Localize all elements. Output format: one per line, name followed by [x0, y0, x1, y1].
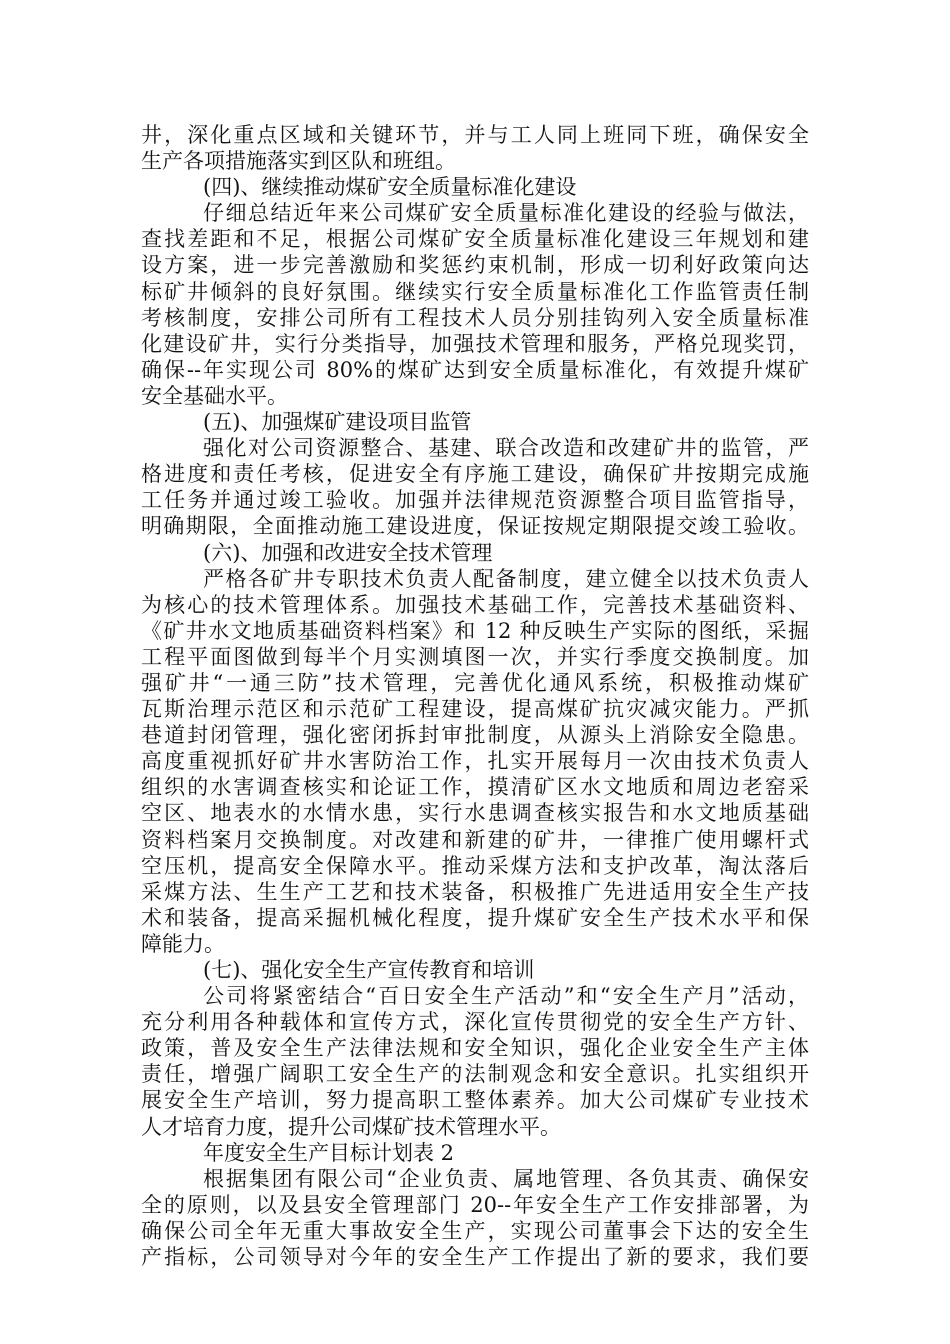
- text-line: 资料档案月交换制度。对改建和新建的矿井，一律推广使用螺杆式: [141, 827, 809, 852]
- text-line: 考核制度，安排公司所有工程技术人员分别挂钩列入安全质量标准: [141, 305, 809, 330]
- text-line: 安全基础水平。: [141, 383, 288, 408]
- text-line: (四)、继续推动煤矿安全质量标准化建设: [203, 175, 577, 200]
- text-line: 高度重视抓好矿井水害防治工作，扎实开展每月一次由技术负责人: [141, 749, 809, 774]
- text-line: 严格各矿井专职技术负责人配备制度，建立健全以技术负责人: [203, 566, 809, 591]
- text-line: 仔细总结近年来公司煤矿安全质量标准化建设的经验与做法，: [203, 201, 809, 226]
- text-line: 强矿井“一通三防”技术管理，完善优化通风系统，积极推动煤矿: [141, 670, 809, 695]
- text-line: 充分利用各种载体和宣传方式，深化宣传贯彻党的安全生产方针、: [141, 1010, 809, 1035]
- text-line: 采煤方法、生生产工艺和技术装备，积极推广先进适用安全生产技: [141, 879, 809, 904]
- text-line: 政策，普及安全生产法律法规和安全知识，强化企业安全生产主体: [141, 1036, 809, 1061]
- text-line: (七)、强化安全生产宣传教育和培训: [203, 958, 535, 982]
- text-line: 巷道封闭管理，强化密闭拆封审批制度，从源头上消除安全隐患。: [141, 723, 809, 748]
- text-line: 《矿井水文地质基础资料档案》和 12 种反映生产实际的图纸，采掘: [141, 618, 809, 643]
- text-line: 工任务并通过竣工验收。加强并法律规范资源整合项目监管指导，: [141, 488, 809, 513]
- text-line: 组织的水害调查核实和论证工作，摸清矿区水文地质和周边老窑采: [141, 775, 809, 800]
- text-line: 空区、地表水的水情水患，实行水患调查核实报告和水文地质基础: [141, 801, 809, 826]
- text-line: 障能力。: [141, 931, 225, 956]
- text-line: 格进度和责任考核，促进安全有序施工建设，确保矿井按期完成施: [141, 462, 809, 487]
- text-line: 年度安全生产目标计划表 2: [203, 1140, 455, 1165]
- text-line: 强化对公司资源整合、基建、联合改造和改建矿井的监管，严: [203, 436, 809, 461]
- text-line: (六)、加强和改进安全技术管理: [203, 540, 493, 565]
- text-line: 井，深化重点区域和关键环节，并与工人同上班同下班，确保安全: [141, 123, 809, 147]
- text-line: 产指标，公司领导对今年的安全生产工作提出了新的要求，我们要: [141, 1245, 809, 1270]
- document-page: [141, 122, 809, 1270]
- text-line: 根据集团有限公司“企业负责、属地管理、各负其责、确保安: [203, 1166, 809, 1191]
- text-line: 确保--年实现公司 80%的煤矿达到安全质量标准化，有效提升煤矿: [141, 357, 809, 382]
- text-line: 责任，增强广阔职工安全生产的法制观念和安全意识。扎实组织开: [141, 1062, 809, 1087]
- text-line: (五)、加强煤矿建设项目监管: [203, 410, 472, 435]
- text-line: 设方案，进一步完善激励和奖惩约束机制，形成一切利好政策向达: [141, 253, 809, 278]
- text-line: 空压机，提高安全保障水平。推动采煤方法和支护改革，淘汰落后: [141, 853, 809, 878]
- text-line: 明确期限，全面推动施工建设进度，保证按规定期限提交竣工验收。: [141, 514, 809, 539]
- text-line: 为核心的技术管理体系。加强技术基础工作，完善技术基础资料、: [141, 592, 809, 617]
- text-line: 术和装备，提高采掘机械化程度，提升煤矿安全生产技术水平和保: [141, 905, 809, 930]
- text-line: 展安全生产培训，努力提高职工整体素养。加大公司煤矿专业技术: [141, 1088, 809, 1113]
- text-line: 全的原则，以及县安全管理部门 20--年安全生产工作安排部署，为: [141, 1192, 809, 1217]
- text-line: 公司将紧密结合“百日安全生产活动”和“安全生产月”活动，: [203, 984, 809, 1009]
- text-line: 工程平面图做到每半个月实测填图一次，并实行季度交换制度。加: [141, 644, 809, 669]
- text-line: 确保公司全年无重大事故安全生产，实现公司董事会下达的安全生: [141, 1218, 809, 1243]
- text-line: 生产各项措施落实到区队和班组。: [141, 149, 456, 174]
- text-line: 标矿井倾斜的良好氛围。继续实行安全质量标准化工作监管责任制: [141, 279, 809, 304]
- text-line: 化建设矿井，实行分类指导，加强技术管理和服务，严格兑现奖罚，: [141, 331, 809, 356]
- text-line: 人才培育力度，提升公司煤矿技术管理水平。: [141, 1114, 561, 1139]
- text-line: 瓦斯治理示范区和示范矿工程建设，提高煤矿抗灾减灾能力。严抓: [141, 697, 809, 722]
- text-line: 查找差距和不足，根据公司煤矿安全质量标准化建设三年规划和建: [141, 227, 809, 252]
